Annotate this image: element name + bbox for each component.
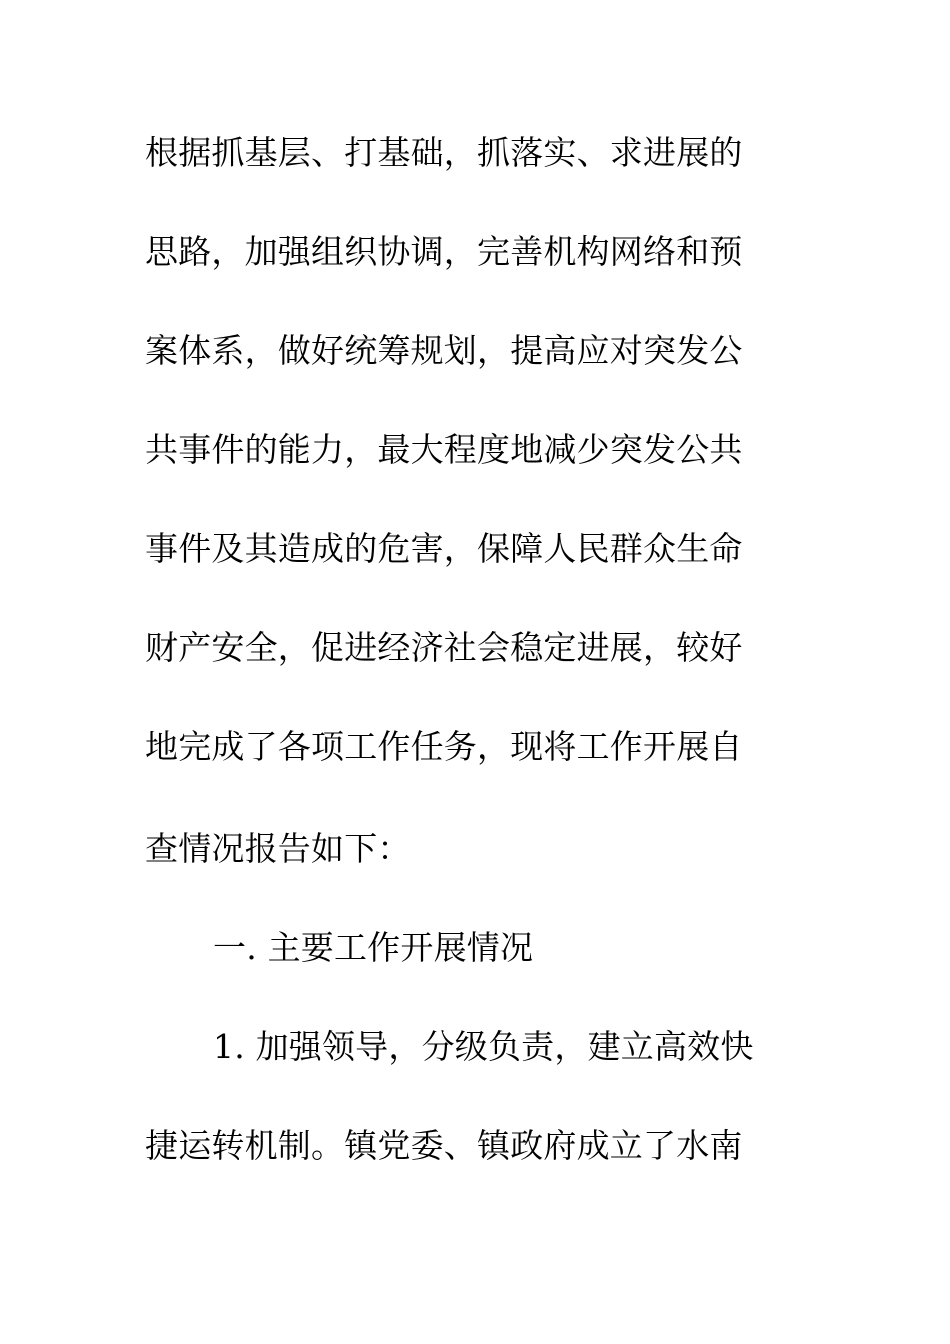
body-text-line: 事件及其造成的危害，保障人民群众生命 <box>145 529 743 568</box>
body-text-line: 思路，加强组织协调，完善机构网络和预 <box>145 232 743 271</box>
list-item-text-line: 1. 加强领导，分级负责，建立高效快 <box>213 1027 754 1066</box>
body-text-line: 财产安全，促进经济社会稳定进展，较好 <box>145 628 743 667</box>
body-text-line: 地完成了各项工作任务，现将工作开展自 <box>145 727 743 766</box>
list-item-text-line: 捷运转机制。镇党委、镇政府成立了水南 <box>145 1126 743 1165</box>
body-text-line: 共事件的能力，最大程度地减少突发公共 <box>145 430 743 469</box>
section-heading: 一. 主要工作开展情况 <box>213 928 534 967</box>
body-text-line: 查情况报告如下： <box>145 829 411 868</box>
body-text-line: 案体系，做好统筹规划，提高应对突发公 <box>145 331 743 370</box>
body-text-line: 根据抓基层、打基础，抓落实、求进展的 <box>145 133 743 172</box>
